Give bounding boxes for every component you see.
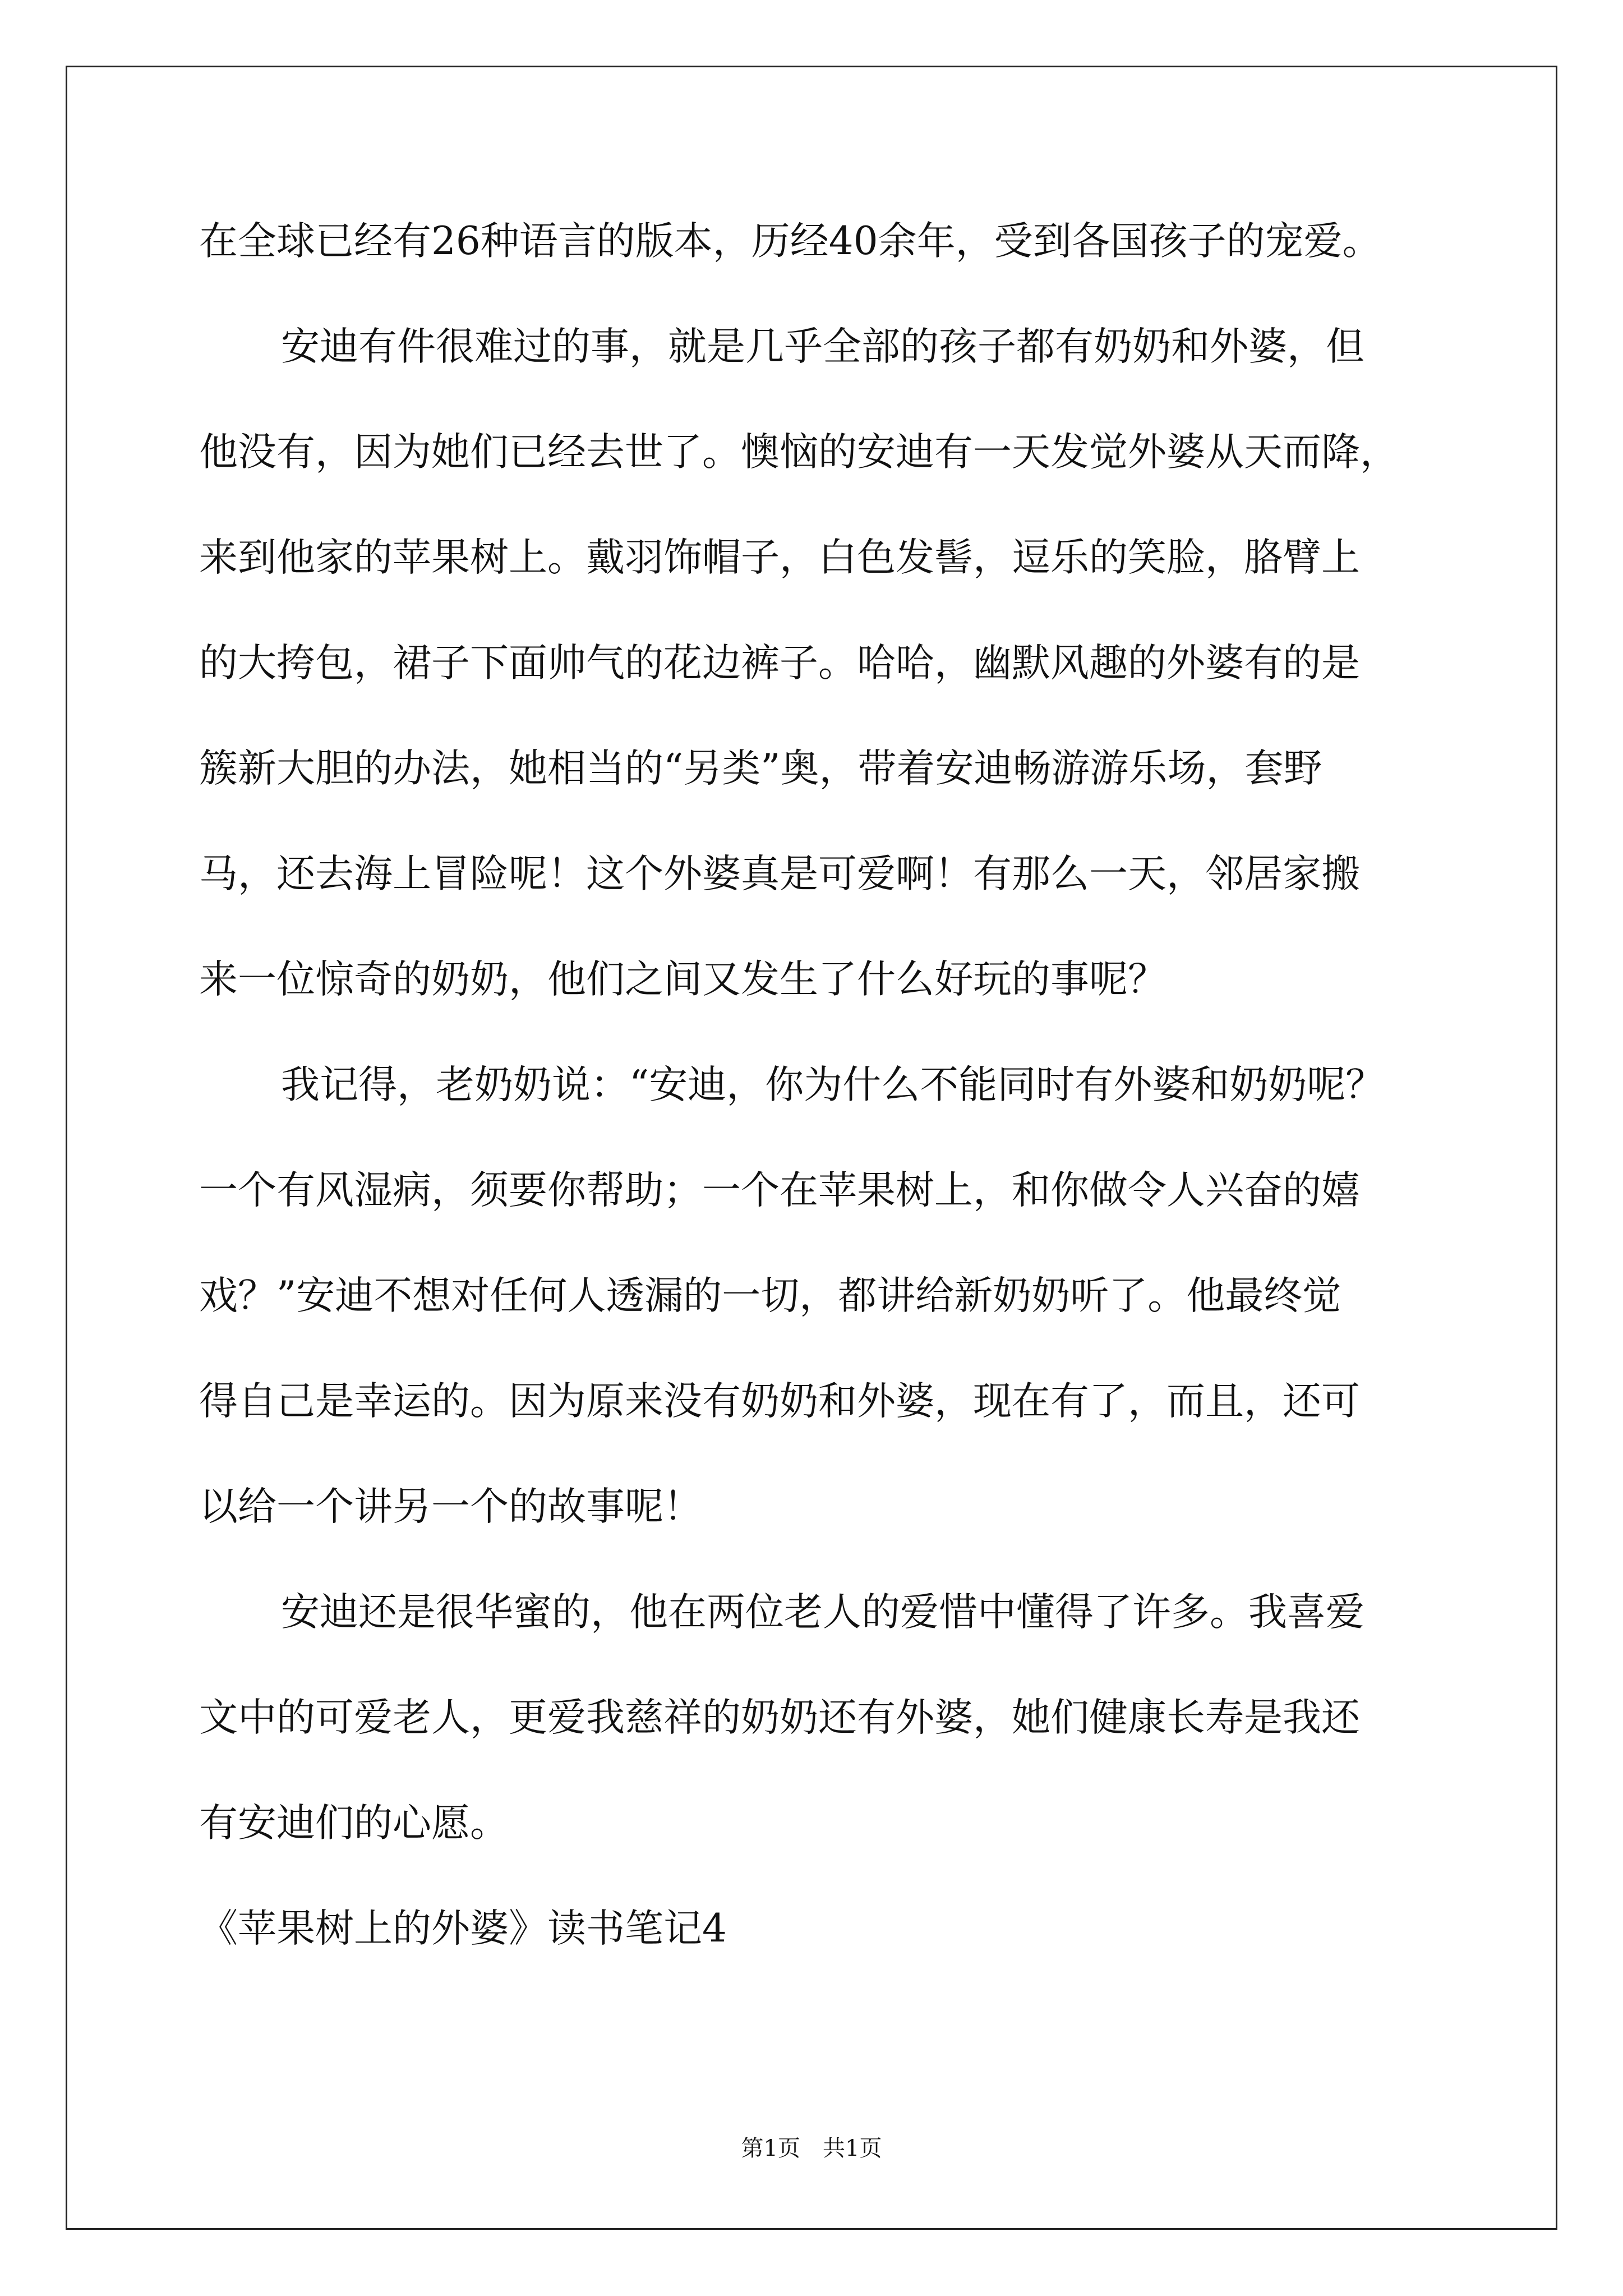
text-line: 的大挎包，裙子下面帅气的花边裤子。哈哈，幽默风趣的外婆有的是 [199, 641, 1360, 685]
text-line: 他没有，因为她们已经去世了。懊恼的安迪有一天发觉外婆从天而降， [199, 430, 1399, 475]
paragraph-start-line: 安迪还是很华蜜的，他在两位老人的爱惜中懂得了许多。我喜爱 [281, 1590, 1364, 1635]
text-line: 文中的可爱老人，更爱我慈祥的奶奶还有外婆，她们健康长寿是我还 [199, 1695, 1360, 1740]
text-line: 戏？”安迪不想对任何人透漏的一切，都讲给新奶奶听了。他最终觉 [199, 1273, 1341, 1318]
text-line: 来一位惊奇的奶奶，他们之间又发生了什么好玩的事呢？ [199, 957, 1166, 1002]
paragraph-start-line: 安迪有件很难过的事，就是几乎全部的孩子都有奶奶和外婆，但 [281, 324, 1364, 369]
text-line: 簇新大胆的办法，她相当的“另类”奥，带着安迪畅游游乐场，套野 [199, 746, 1322, 791]
text-line: 一个有风湿病，须要你帮助；一个在苹果树上，和你做令人兴奋的嬉 [199, 1168, 1360, 1213]
text-line: 马，还去海上冒险呢！这个外婆真是可爱啊！有那么一天，邻居家搬 [199, 852, 1360, 896]
paragraph-start-line: 我记得，老奶奶说：“安迪，你为什么不能同时有外婆和奶奶呢？ [281, 1062, 1385, 1107]
text-line: 得自己是幸运的。因为原来没有奶奶和外婆，现在有了，而且，还可 [199, 1379, 1360, 1424]
text-line: 以给一个讲另一个的故事呢！ [199, 1484, 702, 1529]
text-line: 在全球已经有26种语言的版本，历经40余年，受到各国孩子的宠爱。 [199, 219, 1381, 264]
section-heading: 《苹果树上的外婆》读书笔记4 [199, 1906, 727, 1951]
page-number-footer: 第1页 共1页 [741, 2136, 882, 2161]
text-line: 有安迪们的心愿。 [199, 1801, 509, 1846]
text-line: 来到他家的苹果树上。戴羽饰帽子，白色发髻，逗乐的笑脸，胳臂上 [199, 535, 1360, 580]
page-border [66, 66, 1557, 2230]
